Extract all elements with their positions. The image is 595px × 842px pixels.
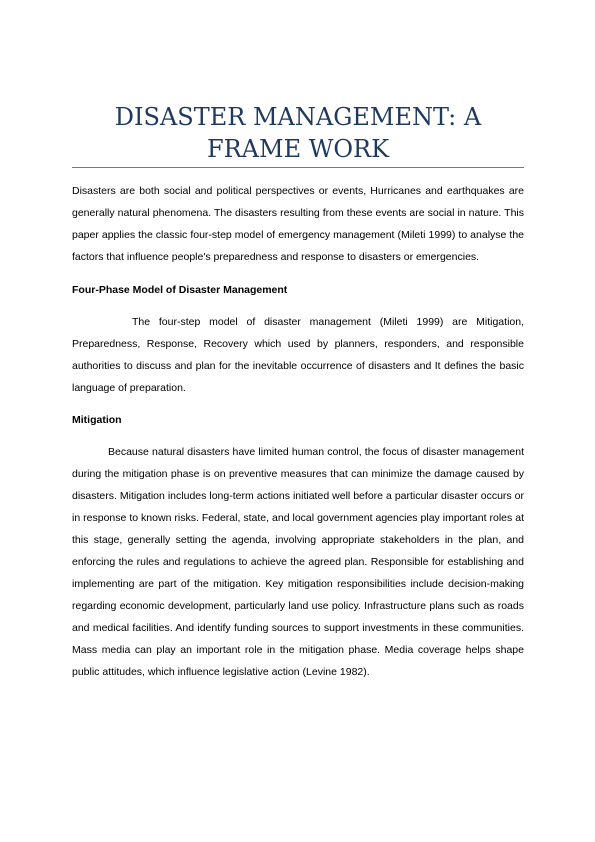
document-body: [72, 180, 524, 683]
section-heading-mitigation: Mitigation: [72, 414, 122, 426]
document-title: DISASTER MANAGEMENT: A FRAME WORK: [114, 103, 482, 163]
section-heading-four-phase: Four-Phase Model of Disaster Management: [72, 284, 288, 296]
intro-paragraph: Disasters are both social and political perspectives or events, Hurricanes and earthquakes are generally natural phenomena. The disasters resulting from these events are social in nature. This paper applies the classic four-step model of emergency management (Mileti 1999) to analyse the factors that influence people's preparedness and response to disasters or emergencies.: [72, 185, 524, 263]
title-divider: [72, 167, 524, 168]
section-paragraph-four-phase: The four-step model of disaster management (Mileti 1999) are Mitigation, Preparedness, Response, Recovery which used by planners, responders, and responsible authorities to discuss and plan for the inevitable occurrence of disasters and It defines the basic language of preparation.: [72, 316, 524, 394]
section-paragraph-mitigation: Because natural disasters have limited human control, the focus of disaster management during the mitigation phase is on preventive measures that can minimize the damage caused by disasters. Mitigation includes long-term actions initiated well before a particular disaster occurs or in response to known risks. Federal, state, and local government agencies play important roles at this stage, generally setting the agenda, involving appropriate stakeholders in the plan, and enforcing the rules and regulations to achieve the agreed plan. Responsible for establishing and implementing are part of the mitigation. Key mitigation responsibilities include decision-making regarding economic development, particularly land use policy. Infrastructure plans such as roads and medical facilities. And identify funding sources to support investments in these communities. Mass media can play an important role in the mitigation phase. Media coverage helps shape public attitudes, which influence legislative action (Levine 1982).: [72, 446, 524, 678]
